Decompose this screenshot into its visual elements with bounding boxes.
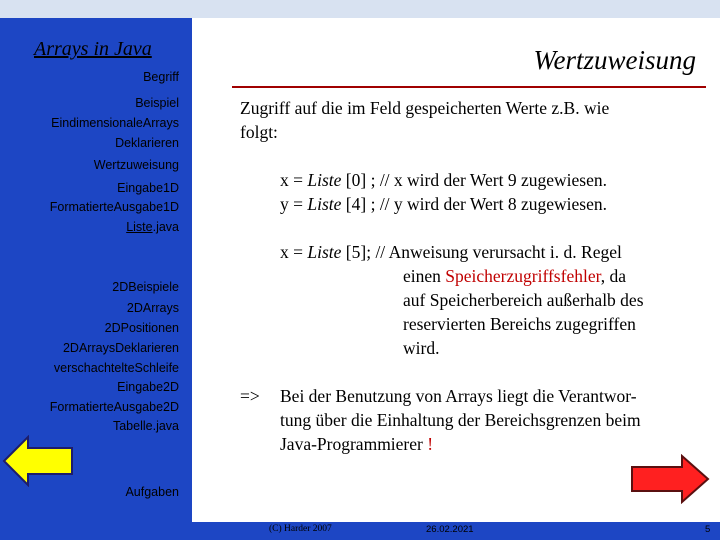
footer-date: 26.02.2021 — [426, 524, 474, 535]
intro-line-2: folgt: — [240, 122, 278, 142]
code-comment-line-3: reservierten Bereichs zugegriffen — [403, 314, 636, 334]
note-line-1: Bei der Benutzung von Arrays liegt die Verantwor- — [280, 386, 637, 406]
note-exclaim: ! — [427, 434, 434, 454]
code-line-2 — [280, 192, 607, 216]
nav-link-2dbeispiele[interactable]: 2DBeispiele — [112, 280, 179, 294]
nav-link-2darrays[interactable]: 2DArrays — [126, 301, 179, 315]
nav-link-verschachtelte-schleife[interactable]: verschachtelteSchleife — [53, 361, 179, 375]
footer-page-number: 5 — [705, 524, 711, 535]
top-bar — [0, 0, 720, 18]
code-line-2-pre: y = — [280, 194, 308, 214]
nav-link-wertzuweisung[interactable]: Wertzuweisung — [93, 158, 179, 172]
comment-1-red: Speicherzugriffsfehler — [445, 266, 601, 286]
code-comment-line-4: wird. — [403, 338, 440, 358]
code-line-1 — [280, 168, 607, 192]
title-divider — [232, 86, 706, 88]
note-arrow: => — [240, 386, 260, 406]
code-line-1-pre: x = — [280, 170, 308, 190]
code-line-3 — [280, 240, 622, 264]
nav-link-eingabe1d[interactable]: Eingabe1D — [117, 181, 179, 195]
nav-link-liste-java[interactable] — [126, 220, 179, 234]
nav-link-2darrays-deklarieren[interactable]: 2DArraysDeklarieren — [62, 341, 179, 355]
code-line-1-list: Liste — [307, 170, 342, 190]
footer-copyright: (C) Harder 2007 — [269, 524, 332, 534]
nav-link-eingabe2d[interactable]: Eingabe2D — [117, 380, 179, 394]
nav-link-eindimensionale-arrays[interactable]: EindimensionaleArrays — [51, 116, 179, 130]
next-slide-arrow-icon[interactable] — [630, 454, 710, 504]
note-line-2: tung über die Einhaltung der Bereichsgrenzen beim — [280, 410, 641, 430]
previous-slide-arrow-icon[interactable] — [2, 435, 74, 487]
comment-1a: einen — [403, 266, 446, 286]
code-line-3-pre: x = — [280, 242, 308, 262]
intro-line-1: Zugriff auf die im Feld gespeicherten Werte z.B. wie — [240, 98, 610, 118]
sidebar-title: Arrays in Java — [34, 38, 152, 60]
comment-1b: , da — [600, 266, 626, 286]
nav-link-2dpositionen[interactable]: 2DPositionen — [104, 321, 179, 335]
nav-link-liste-java-b: .java — [152, 220, 179, 234]
nav-link-formatierte-ausgabe2d[interactable]: FormatierteAusgabe2D — [49, 400, 179, 414]
nav-link-begriff[interactable]: Begriff — [143, 70, 179, 84]
page-title: Wertzuweisung — [533, 45, 696, 75]
footer-bar — [0, 522, 720, 540]
nav-link-beispiel[interactable]: Beispiel — [135, 96, 179, 110]
nav-link-liste-java-a: Liste — [126, 220, 153, 234]
code-line-3-post: [5]; // Anweisung verursacht i. d. Regel — [341, 242, 622, 262]
nav-link-deklarieren[interactable]: Deklarieren — [115, 136, 179, 150]
code-comment-line-1 — [403, 264, 626, 288]
code-line-1-post: [0] ; // x wird der Wert 9 zugewiesen. — [341, 170, 607, 190]
nav-link-aufgaben[interactable]: Aufgaben — [125, 485, 179, 499]
code-line-2-post: [4] ; // y wird der Wert 8 zugewiesen. — [341, 194, 607, 214]
code-line-3-list: Liste — [307, 242, 342, 262]
code-line-2-list: Liste — [307, 194, 342, 214]
note-line-3a: Java-Programmierer — [280, 434, 428, 454]
note-line-3 — [280, 432, 433, 456]
code-comment-line-2: auf Speicherbereich außerhalb des — [403, 290, 644, 310]
nav-link-formatierte-ausgabe1d[interactable]: FormatierteAusgabe1D — [49, 200, 179, 214]
nav-link-tabelle-java[interactable]: Tabelle.java — [112, 419, 179, 433]
